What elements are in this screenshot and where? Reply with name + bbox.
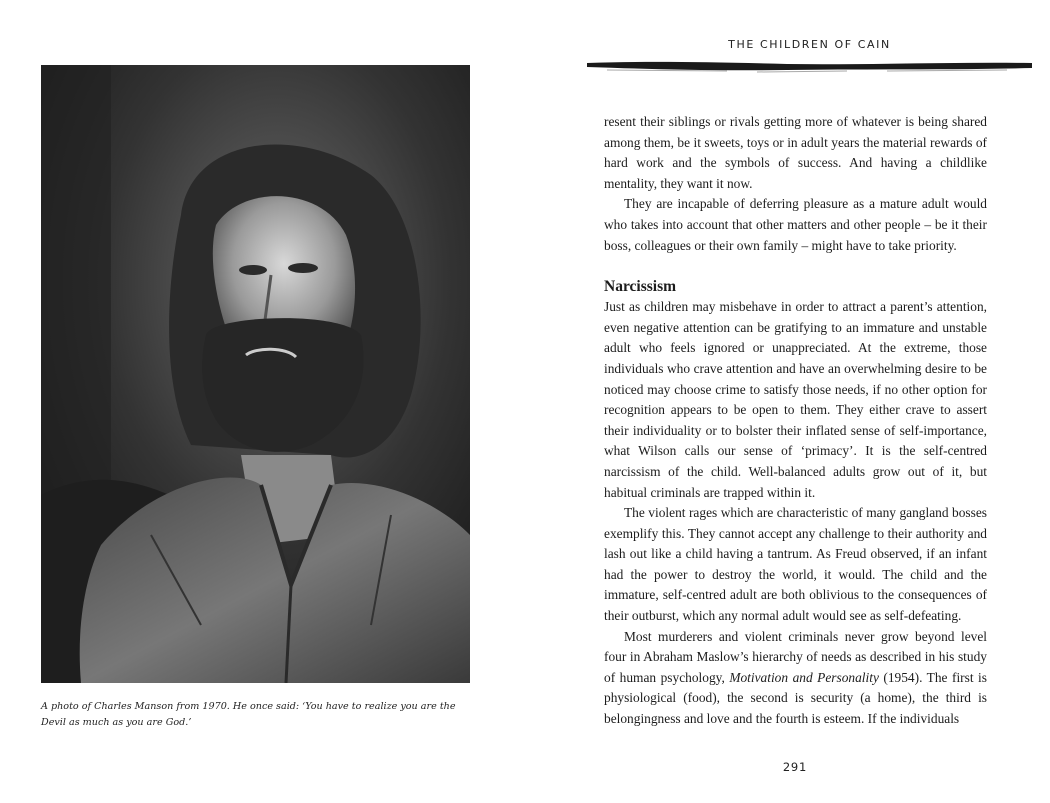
paragraph-text: Most murderers and violent criminals never grow beyond level four in Abraham Maslow’s hierarchy of needs as described in his study of human psychology, [604,628,987,685]
running-head: THE CHILDREN OF CAIN [728,38,891,51]
photo-caption: A photo of Charles Manson from 1970. He once said: ‘You have to realize you are the Devil as much as you are God.’ [41,701,456,728]
paragraph: Just as children may misbehave in order to attract a parent’s attention, even negative attention can be gratifying to an immature and unstable adult who feels ignored or unappreciated. At the extreme, those individuals who crave attention and have an overwhelming desire to be noticed may choose crime to satisfy those needs, if no other option for recognition appears to be open to them. They either crave to assert their individuality or to bolster their inflated sense of self-importance, what Wilson calls our sense of ‘primacy’. It is the self-centred narcissism of the child. Well-balanced adults grow out of it, but habitual criminals are trapped within it. [604,299,987,500]
body-text [604,112,987,730]
page-number: 291 [782,760,808,774]
portrait-illustration [41,65,470,683]
brush-rule-divider [587,58,1032,76]
paragraph: The violent rages which are characteristic of many gangland bosses exemplify this. They cannot accept any challenge to their authority and lash out like a child having a tantrum. As Freud observed, if an infant had the power to destroy the world, it would. The child and the immature, self-centred adult are both oblivious to the consequences of their outburst, which any normal adult would see as self-defeating. [604,505,987,624]
paragraph: resent their siblings or rivals getting more of whatever is being shared among them, be it sweets, toys or in adult years the material rewards of hard work and the symbols of success. And having a childlike mentality, they want it now. [604,114,987,191]
paragraph: They are incapable of deferring pleasure as a mature adult would who takes into account that other matters and other people – be it their boss, colleagues or their own family – might have to take priority. [604,196,987,253]
paragraph-last [604,627,987,730]
book-title: Motivation and Personality [729,669,879,685]
portrait-photo [41,65,470,683]
paragraph-text: (1954). The first is physiological (food), the second is security (a home), the third is belongingness and love and the fourth is esteem. If the individuals [604,669,987,727]
section-heading: Narcissism [604,278,677,296]
